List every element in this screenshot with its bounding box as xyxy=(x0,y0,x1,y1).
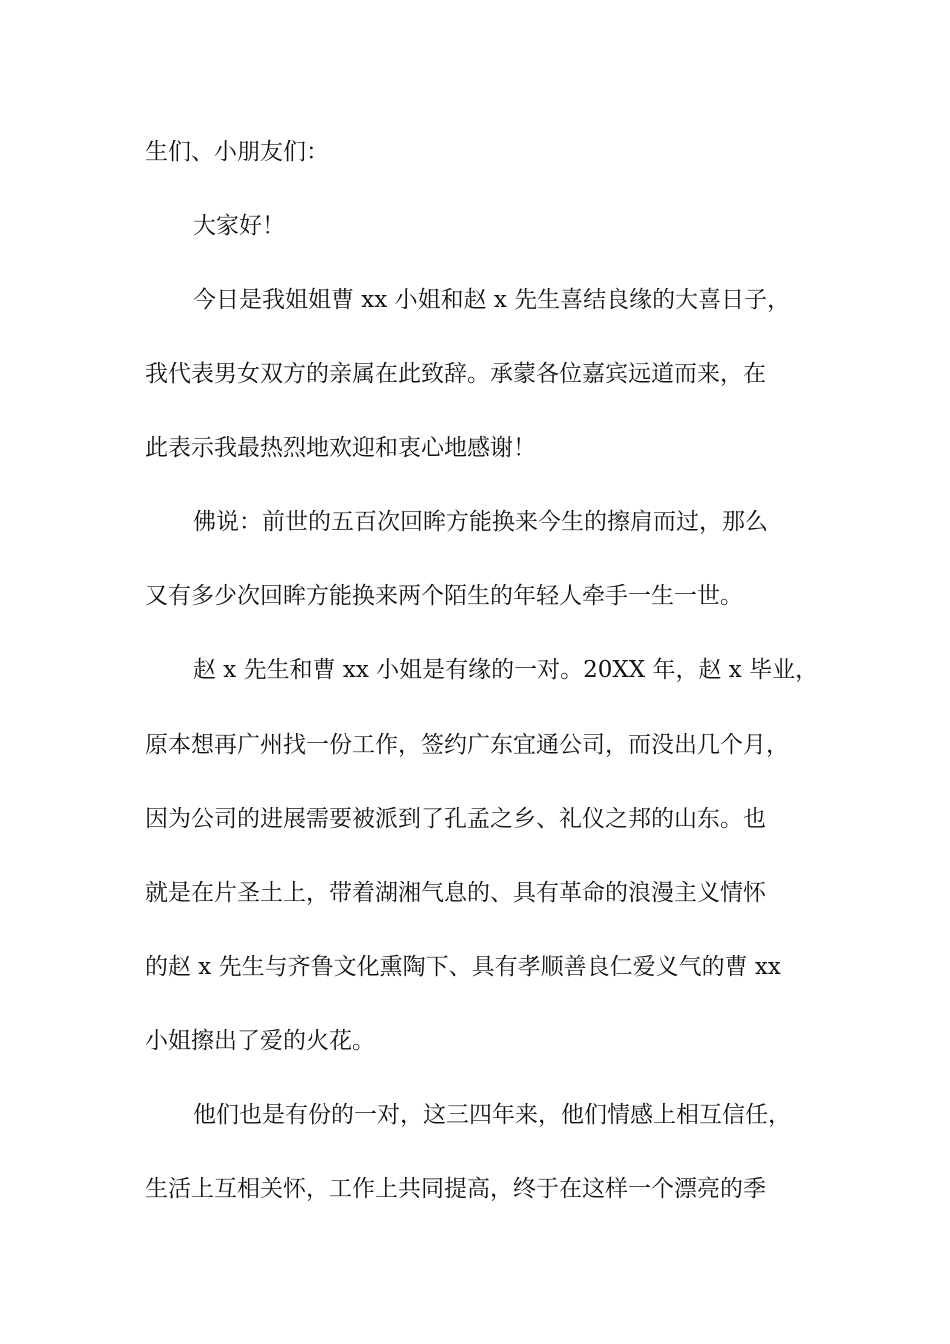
text-line: 此表示我最热烈地欢迎和衷心地感谢！ xyxy=(145,435,536,461)
text-line: 因为公司的进展需要被派到了孔孟之乡、礼仪之邦的山东。也 xyxy=(145,806,766,832)
text-line: 生活上互相关怀，工作上共同提高，终于在这样一个漂亮的季 xyxy=(145,1176,766,1202)
paragraph-line: 今日是我姐姐曹 xx 小姐和赵 x 先生喜结良缘的大喜日子， xyxy=(193,287,791,313)
text-line: 原本想再广州找一份工作，签约广东宜通公司，而没出几个月， xyxy=(145,732,789,758)
text-line: 我代表男女双方的亲属在此致辞。承蒙各位嘉宾远道而来，在 xyxy=(145,361,766,387)
paragraph-line: 大家好！ xyxy=(193,213,285,239)
paragraph-line: 赵 x 先生和曹 xx 小姐是有缘的一对。20XX 年，赵 x 毕业， xyxy=(193,657,819,683)
text-line: 就是在片圣土上，带着湖湘气息的、具有革命的浪漫主义情怀 xyxy=(145,880,766,906)
text-line: 又有多少次回眸方能换来两个陌生的年轻人牵手一生一世。 xyxy=(145,583,743,609)
text-line: 生们、小朋友们： xyxy=(145,139,329,165)
paragraph-line: 佛说：前世的五百次回眸方能换来今生的擦肩而过，那么 xyxy=(193,509,768,535)
text-line: 小姐擦出了爱的火花。 xyxy=(145,1028,375,1054)
text-line: 的赵 x 先生与齐鲁文化熏陶下、具有孝顺善良仁爱义气的曹 xx xyxy=(145,954,781,980)
paragraph-line: 他们也是有份的一对，这三四年来，他们情感上相互信任， xyxy=(193,1102,791,1128)
